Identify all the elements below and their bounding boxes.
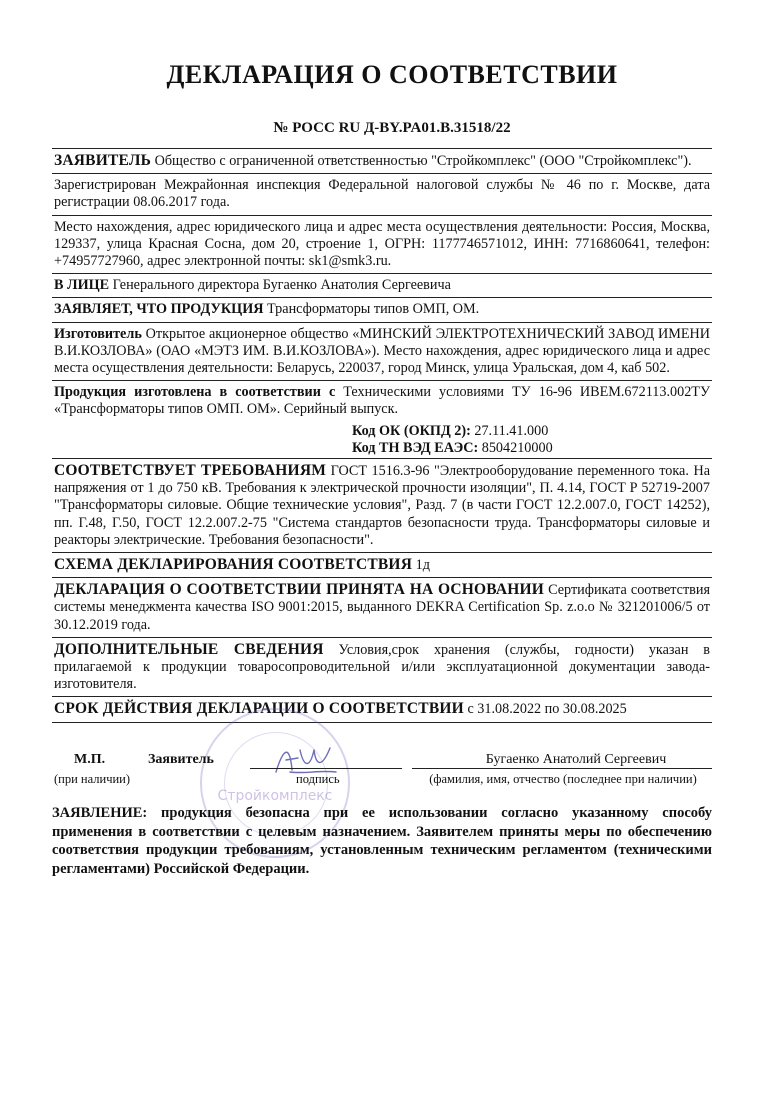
okpd-row — [352, 423, 710, 440]
basis-label: ДЕКЛАРАЦИЯ О СООТВЕТСТВИИ ПРИНЯТА НА ОСНОВАНИИ — [54, 581, 545, 599]
applicant-label: ЗАЯВИТЕЛЬ — [54, 152, 152, 169]
validity-section — [52, 696, 712, 722]
tnved-value: 8504210000 — [481, 439, 553, 456]
document-title: ДЕКЛАРАЦИЯ О СООТВЕТСТВИИ — [166, 60, 618, 89]
validity-text: с 31.08.2022 по 30.08.2025 — [467, 701, 627, 718]
declares-text: Трансформаторы типов ОМП, ОМ. — [267, 301, 480, 318]
registration-text: Зарегистрирован Межрайонная инспекция Федеральной налоговой службы № 46 по г. Москве, дата регистрации 08.06.2017 года. — [54, 177, 710, 211]
declares-section — [52, 297, 712, 321]
applicant-text: Общество с ограниченной ответственностью "Стройкомплекс" (ООО "Стройкомплекс"). — [154, 153, 692, 169]
declaration-body — [52, 148, 712, 723]
okpd-label: Код ОК (ОКПД 2): — [352, 422, 471, 439]
applicant-sign-label: Заявитель — [148, 752, 214, 767]
scheme-text: 1д — [415, 557, 430, 574]
location-section — [52, 215, 712, 274]
scheme-section — [52, 552, 712, 577]
additional-text: Условия,срок хранения (службы, годности) указан в прилагаемой к продукции товаросопроводительной и/или эксплуатационной документации завода-изготовителя. — [54, 641, 710, 693]
location-text: Место нахождения, адрес юридического лица и адрес места осуществления деятельности: Россия, Москва, 129337, улица Красная Сосна, дом 20, строение 1, ОГРН: 1177746571012, ИНН: 7716860641, телефон: +74957727960, адрес электронной почты: sk1@smk3.ru. — [54, 218, 710, 270]
complies-section — [52, 458, 712, 552]
manufacturer-label: Изготовитель — [54, 325, 142, 342]
scheme-label: СХЕМА ДЕКЛАРИРОВАНИЯ СООТВЕТСТВИЯ — [54, 556, 413, 574]
signature-line — [250, 768, 402, 769]
signature-note: подпись — [296, 772, 340, 786]
signatory-name: Бугаенко Анатолий Сергеевич — [485, 752, 667, 767]
name-line — [412, 768, 712, 769]
statement-text: ЗАЯВЛЕНИЕ: продукция безопасна при ее использовании согласно указанному способу применения в соответствии с целевым назначением. Заявителем приняты меры по обеспечению соответствия продукции требованиям, установленным техническим регламентом (техническими регламентами) Российской Федерации. — [52, 805, 712, 877]
tnved-label: Код ТН ВЭД ЕАЭС: — [352, 439, 479, 456]
registration-section — [52, 173, 712, 214]
complies-text: ГОСТ 1516.3-96 "Электрооборудование переменного тока. На напряжения от 1 до 750 кВ. Требования к электрической прочности изоляции", П. 4.14, ГОСТ Р 52719-2007 "Трансформаторы силовые. Общие технические условия", Разд. 7 (в части ГОСТ 12.2.007.0, ГОСТ 14252), пп. Г.48, Г.50, ГОСТ 12.2.007.2-75 "Система стандартов безопасности труда. Трансформаторы силовые и реакторы электрические. Требования безопасности". — [54, 463, 710, 548]
applicant-section — [52, 148, 712, 173]
seal-text: Стройкомплекс — [217, 788, 333, 804]
produced-text: Техническими условиями ТУ 16-96 ИВЕМ.672113.002ТУ «Трансформаторы типов ОМП. ОМ». Серийный выпуск. — [54, 384, 710, 418]
validity-label: СРОК ДЕЙСТВИЯ ДЕКЛАРАЦИИ О СООТВЕТСТВИИ — [54, 700, 464, 718]
person-label: В ЛИЦЕ — [54, 277, 110, 294]
basis-text: Сертификата соответствия системы менеджмента качества ISO 9001:2015, выданного DEKRA Certification Sp. z.o.o № 321201006/5 от 30.12.2019 года. — [54, 582, 710, 633]
manufacturer-text: Открытое акционерное общество «МИНСКИЙ ЭЛЕКТРОТЕХНИЧЕСКИЙ ЗАВОД ИМЕНИ В.И.КОЗЛОВА» (ОАО «МЭТЗ ИМ. В.И.КОЗЛОВА»). Место нахождения, адрес юридического лица и адрес места осуществления деятельности: Беларусь, 220037, город Минск, улица Уральская, дом 4, каб 502. — [54, 325, 710, 377]
produced-section — [52, 380, 712, 421]
additional-section — [52, 637, 712, 697]
manufacturer-section — [52, 322, 712, 381]
declaration-number: № РОСС RU Д-BY.PA01.B.31518/22 — [273, 120, 511, 136]
signature-area — [52, 742, 712, 792]
seal-place-note: (при наличии) — [54, 772, 131, 786]
complies-label: СООТВЕТСТВУЕТ ТРЕБОВАНИЯМ — [54, 462, 327, 480]
seal-place-label: М.П. — [74, 752, 106, 767]
person-text: Генерального директора Бугаенко Анатолия Сергеевича — [112, 277, 451, 294]
name-note: (фамилия, имя, отчество (последнее при наличии) — [429, 772, 697, 786]
basis-section — [52, 577, 712, 637]
tnved-row — [352, 440, 710, 457]
produced-label: Продукция изготовлена в соответствии с — [54, 384, 336, 401]
person-section — [52, 273, 712, 297]
declares-label: ЗАЯВЛЯЕТ, ЧТО ПРОДУКЦИЯ — [54, 301, 264, 318]
okpd-value: 27.11.41.000 — [474, 422, 549, 439]
codes-section — [52, 422, 712, 458]
additional-label: ДОПОЛНИТЕЛЬНЫЕ СВЕДЕНИЯ — [54, 640, 324, 658]
